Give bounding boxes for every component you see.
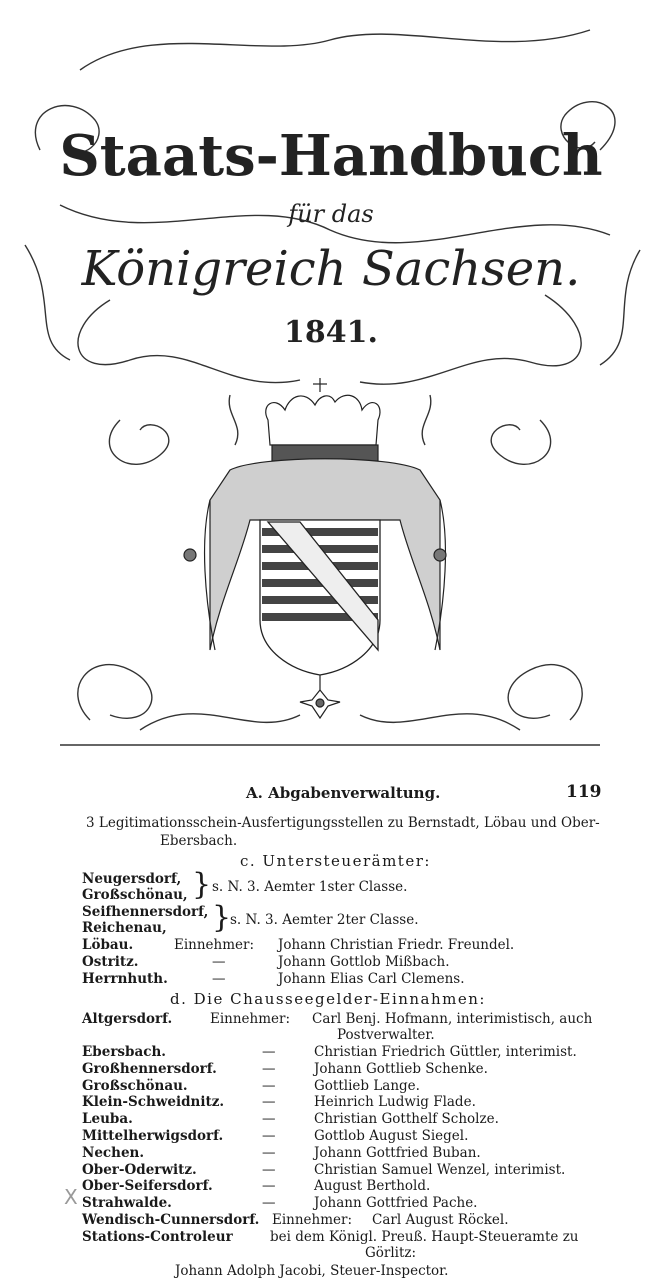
person: Christian Gotthelf Scholze. — [314, 1111, 499, 1128]
role: — — [212, 971, 226, 987]
place: Ebersbach. — [82, 1044, 166, 1060]
crown-emblem — [266, 378, 380, 461]
role: Einnehmer: — [272, 1212, 353, 1228]
person: Heinrich Ludwig Flade. — [314, 1094, 476, 1111]
controleur-name: Johann Adolph Jacobi, Steuer-Inspector. — [175, 1263, 449, 1279]
place: Klein-Schweidnitz. — [82, 1094, 225, 1111]
dash: — — [262, 1094, 276, 1111]
person: Gottlob August Siegel. — [314, 1128, 469, 1144]
dash: — — [262, 1077, 276, 1094]
controleur-label: Stations-Controleur — [82, 1229, 233, 1245]
person: August Berthold. — [314, 1178, 431, 1195]
place: Leuba. — [82, 1111, 133, 1128]
place: Mittelherwigsdorf. — [82, 1128, 224, 1144]
person: Johann Gottlieb Schenke. — [314, 1060, 488, 1077]
dash: — — [262, 1161, 276, 1178]
place: Altgersdorf. — [82, 1011, 173, 1027]
person: Carl August Röckel. — [372, 1212, 509, 1228]
intro-line: 3 Legitimationsschein-Ausfertigungsstellen zu Bernstadt, Löbau und Ober- — [86, 815, 600, 831]
person: Gottlieb Lange. — [314, 1077, 420, 1094]
coat-of-arms-shield — [260, 520, 380, 675]
section-heading-d: d. Die Chausseegelder-Einnahmen: — [170, 990, 486, 1008]
place-grossschoenau: Großschönau, — [82, 887, 188, 903]
person: Carl Benj. Hofmann, interimistisch, auch — [312, 1011, 593, 1027]
dash: — — [262, 1195, 276, 1212]
dash: — — [262, 1044, 276, 1060]
brace-icon: } — [212, 900, 232, 935]
title-year: 1841. — [284, 315, 378, 350]
place-neugersdorf: Neugersdorf, — [82, 871, 182, 887]
group2-text: s. N. 3. Aemter 2ter Classe. — [230, 912, 419, 928]
place: Großschönau. — [82, 1077, 188, 1094]
place-seifhennersdorf: Seifhennersdorf, — [82, 904, 209, 920]
place: Strahwalde. — [82, 1195, 172, 1212]
dash: — — [262, 1144, 276, 1161]
person: Johann Gottfried Pache. — [314, 1195, 478, 1212]
dash: — — [262, 1128, 276, 1144]
title-line1: Staats-Handbuch — [59, 123, 603, 189]
place: Herrnhuth. — [82, 971, 168, 987]
running-header: A. Abgabenverwaltung. — [246, 784, 441, 802]
continuation: Postverwalter. — [337, 1027, 435, 1043]
place: Wendisch-Cunnersdorf. — [82, 1212, 260, 1228]
place: Löbau. — [82, 937, 134, 953]
group1-text: s. N. 3. Aemter 1ster Classe. — [212, 879, 408, 895]
controleur-place: Görlitz: — [365, 1245, 417, 1261]
place: Ober-Seifersdorf. — [82, 1178, 213, 1195]
person: Christian Friedrich Güttler, interimist. — [314, 1044, 577, 1060]
role: — — [212, 954, 226, 970]
stray-mark: X — [64, 1185, 78, 1209]
place: Nechen. — [82, 1144, 145, 1161]
role: Einnehmer: — [174, 937, 255, 953]
role: Einnehmer: — [210, 1011, 291, 1027]
page-number: 119 — [566, 782, 602, 802]
title-line3: Königreich Sachsen. — [81, 241, 581, 297]
dash: — — [262, 1060, 276, 1077]
section-heading-c: c. Untersteuerämter: — [240, 852, 431, 870]
person: Johann Elias Carl Clemens. — [278, 971, 465, 987]
dash: — — [262, 1111, 276, 1128]
controleur-text: bei dem Königl. Preuß. Haupt-Steueramte zu — [270, 1229, 579, 1245]
title-line2: für das — [288, 200, 374, 228]
order-cross-icon — [300, 675, 340, 718]
person: Christian Samuel Wenzel, interimist. — [314, 1161, 566, 1178]
place-reichenau: Reichenau, — [82, 920, 167, 936]
place: Ostritz. — [82, 954, 139, 970]
dash: — — [262, 1178, 276, 1195]
place: Großhennersdorf. — [82, 1060, 217, 1077]
brace-icon: } — [192, 867, 212, 902]
place: Ober-Oderwitz. — [82, 1161, 197, 1178]
person: Johann Christian Friedr. Freundel. — [278, 937, 515, 953]
person: Johann Gottlob Mißbach. — [278, 954, 450, 970]
intro-line-cont: Ebersbach. — [160, 833, 238, 849]
person: Johann Gottfried Buban. — [314, 1144, 481, 1161]
